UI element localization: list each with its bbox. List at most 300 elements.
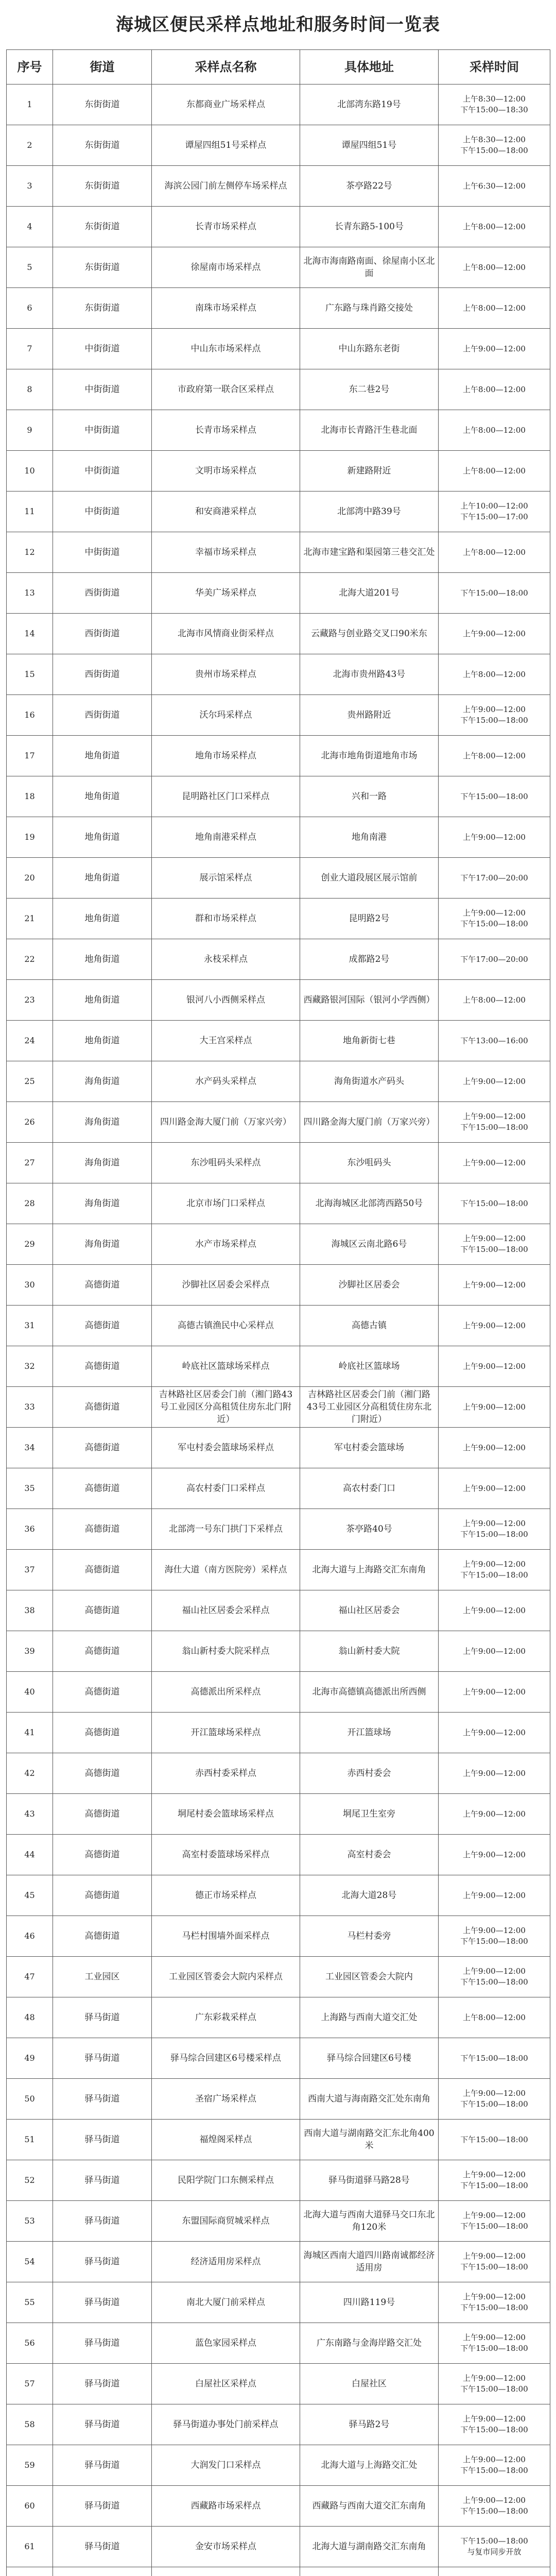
row-address: 西藏路与西南大道交汇东南角 — [300, 2486, 439, 2527]
row-address: 新建路附近 — [300, 451, 439, 492]
row-street: 地角街道 — [53, 776, 152, 817]
row-street: 高德街道 — [53, 1835, 152, 1875]
row-address: 北海大道与西南大道驿马交口东北角120米 — [300, 2201, 439, 2242]
row-site-name: 水产码头采样点 — [152, 1061, 300, 1102]
table-row — [7, 1875, 550, 1916]
row-site-name: 开江篮球场采样点 — [152, 1713, 300, 1753]
row-street: 驿马街道 — [53, 2160, 152, 2201]
row-site-name: 沙脚社区居委会采样点 — [152, 1265, 300, 1306]
row-time: 下午15:00—18:00 — [439, 1183, 550, 1224]
row-time: 上午9:00—12:00 — [439, 1672, 550, 1713]
row-address: 北海大道与上海路交汇东南角 — [300, 1550, 439, 1590]
row-time: 上午9:00—12:00 — [439, 1590, 550, 1631]
row-street: 海角街道 — [53, 1061, 152, 1102]
row-street: 驿马街道 — [53, 2527, 152, 2567]
row-street: 地角街道 — [53, 939, 152, 980]
table-row — [7, 1997, 550, 2038]
row-time: 上午8:00—12:00 — [439, 980, 550, 1021]
row-address: 兴和一路 — [300, 776, 439, 817]
row-index: 19 — [7, 817, 53, 858]
row-address: 中山东路东老街 — [300, 329, 439, 369]
row-time: 上午9:00—12:00 下午15:00—18:00 — [439, 2242, 550, 2282]
row-address: 北海大道201号 — [300, 573, 439, 614]
row-index: 1 — [7, 84, 53, 125]
table-row — [7, 2120, 550, 2160]
row-time: 上午9:00—12:00 下午15:00—18:00 — [439, 1550, 550, 1590]
row-index: 26 — [7, 1102, 53, 1143]
row-time: 上午8:00—12:00 — [439, 532, 550, 573]
row-address: 茶亭路40号 — [300, 1509, 439, 1550]
row-index: 15 — [7, 654, 53, 695]
row-time: 上午10:00—12:00 下午15:00—17:00 — [439, 492, 550, 532]
row-street: 东街街道 — [53, 166, 152, 207]
row-site-name: 马栏村围墙外面采样点 — [152, 1916, 300, 1957]
row-address: 马栏村委旁 — [300, 1916, 439, 1957]
row-street: 东街街道 — [53, 247, 152, 288]
row-site-name: 白屋社区采样点 — [152, 2364, 300, 2404]
row-time: 上午9:00—12:00 — [439, 1143, 550, 1183]
row-time: 上午9:00—12:00 — [439, 1835, 550, 1875]
row-site-name: 广东彩栽采样点 — [152, 1997, 300, 2038]
row-time: 上午8:00—12:00 — [439, 410, 550, 451]
table-row — [7, 1224, 550, 1265]
row-index: 20 — [7, 858, 53, 899]
row-time: 上午9:00—12:00 — [439, 1875, 550, 1916]
table-row — [7, 1835, 550, 1875]
row-time: 上午8:00—12:00 — [439, 288, 550, 329]
row-time: 上午9:00—12:00 下午15:00—18:00 — [439, 2364, 550, 2404]
row-index: 46 — [7, 1916, 53, 1957]
row-time: 下午17:00—20:00 — [439, 858, 550, 899]
row-street: 高德街道 — [53, 1753, 152, 1794]
table-body — [7, 84, 550, 2576]
table-row — [7, 2160, 550, 2201]
header-time: 采样时间 — [439, 50, 550, 84]
row-street: 高德街道 — [53, 1794, 152, 1835]
row-site-name: 水产市场采样点 — [152, 1224, 300, 1265]
row-index: 31 — [7, 1306, 53, 1346]
row-address: 四川路119号 — [300, 2282, 439, 2323]
row-street — [53, 2567, 152, 2576]
row-site-name — [152, 2567, 300, 2576]
row-site-name: 工业园区管委会大院内采样点 — [152, 1957, 300, 1997]
row-time: 上午9:00—12:00 — [439, 1306, 550, 1346]
row-address: 云藏路与创业路交叉口90米东 — [300, 614, 439, 654]
table-row — [7, 2445, 550, 2486]
row-index: 52 — [7, 2160, 53, 2201]
row-time: 上午9:00—12:00 下午15:00—18:00 — [439, 1102, 550, 1143]
table-row — [7, 532, 550, 573]
row-index: 12 — [7, 532, 53, 573]
row-address: 海角街道水产码头 — [300, 1061, 439, 1102]
row-address: 昆明路2号 — [300, 899, 439, 939]
table-row — [7, 1916, 550, 1957]
row-site-name: 北京市场门口采样点 — [152, 1183, 300, 1224]
row-index: 6 — [7, 288, 53, 329]
row-index: 50 — [7, 2079, 53, 2120]
row-street: 东街街道 — [53, 84, 152, 125]
row-index — [7, 2567, 53, 2576]
row-time: 上午9:00—12:00 — [439, 1753, 550, 1794]
row-time: 上午9:00—12:00 — [439, 1794, 550, 1835]
table-row — [7, 2567, 550, 2576]
row-street: 高德街道 — [53, 1590, 152, 1631]
row-index: 17 — [7, 736, 53, 776]
row-index: 49 — [7, 2038, 53, 2079]
row-index: 37 — [7, 1550, 53, 1590]
table-row — [7, 899, 550, 939]
table-row — [7, 2038, 550, 2079]
row-index: 60 — [7, 2486, 53, 2527]
row-address: 福山社区居委会 — [300, 1590, 439, 1631]
row-address: 西南大道与湖南路交汇东北角400米 — [300, 2120, 439, 2160]
row-site-name: 长青市场采样点 — [152, 207, 300, 247]
row-index: 24 — [7, 1021, 53, 1061]
row-site-name: 东沙咀码头采样点 — [152, 1143, 300, 1183]
row-site-name: 长青市场采样点 — [152, 410, 300, 451]
table-row — [7, 492, 550, 532]
row-index: 42 — [7, 1753, 53, 1794]
row-address: 上海路与西南大道交汇处 — [300, 1997, 439, 2038]
row-address: 开江篮球场 — [300, 1713, 439, 1753]
row-site-name: 贵州市场采样点 — [152, 654, 300, 695]
row-index: 4 — [7, 207, 53, 247]
table-row — [7, 1590, 550, 1631]
row-street: 高德街道 — [53, 1468, 152, 1509]
row-index: 13 — [7, 573, 53, 614]
row-index: 27 — [7, 1143, 53, 1183]
row-address: 北海大道28号 — [300, 1875, 439, 1916]
sampling-points-table — [6, 49, 550, 2576]
table-row — [7, 736, 550, 776]
row-street: 驿马街道 — [53, 2404, 152, 2445]
row-index: 54 — [7, 2242, 53, 2282]
table-row — [7, 1428, 550, 1468]
row-index: 40 — [7, 1672, 53, 1713]
row-time: 上午9:00—12:00 下午15:00—18:00 — [439, 2323, 550, 2364]
row-index: 61 — [7, 2527, 53, 2567]
row-address: 北部湾东路19号 — [300, 84, 439, 125]
row-index: 53 — [7, 2201, 53, 2242]
row-time — [439, 2567, 550, 2576]
row-time: 上午8:00—12:00 — [439, 654, 550, 695]
row-time: 下午17:00—20:00 — [439, 939, 550, 980]
row-street: 中街街道 — [53, 410, 152, 451]
row-index: 7 — [7, 329, 53, 369]
row-street: 驿马街道 — [53, 2079, 152, 2120]
row-index: 45 — [7, 1875, 53, 1916]
table-row — [7, 776, 550, 817]
header-index: 序号 — [7, 50, 53, 84]
row-street: 中街街道 — [53, 369, 152, 410]
table-row — [7, 1631, 550, 1672]
row-address: 茶亭路22号 — [300, 166, 439, 207]
row-address: 赤西村委会 — [300, 1753, 439, 1794]
row-time: 上午8:00—12:00 — [439, 1997, 550, 2038]
row-address: 北海大道与上海路交汇处 — [300, 2445, 439, 2486]
row-site-name: 南北大厦门前采样点 — [152, 2282, 300, 2323]
table-row — [7, 1346, 550, 1387]
row-street: 驿马街道 — [53, 2323, 152, 2364]
row-time: 上午8:30—12:00 下午15:00—18:00 — [439, 125, 550, 166]
row-time: 上午9:00—12:00 下午15:00—18:00 — [439, 2445, 550, 2486]
row-address: 海城区西南大道四川路南诚都经济适用房 — [300, 2242, 439, 2282]
row-site-name: 谭屋四组51号采样点 — [152, 125, 300, 166]
row-street: 西街街道 — [53, 654, 152, 695]
table-row — [7, 410, 550, 451]
row-site-name: 福山社区居委会采样点 — [152, 1590, 300, 1631]
row-street: 中街街道 — [53, 451, 152, 492]
row-site-name: 北部湾一号东门拱门下采样点 — [152, 1509, 300, 1550]
row-site-name: 高德古镇渔民中心采样点 — [152, 1306, 300, 1346]
row-street: 海角街道 — [53, 1224, 152, 1265]
row-address: 长青东路5-100号 — [300, 207, 439, 247]
row-time: 上午9:00—12:00 下午15:00—18:00 — [439, 695, 550, 736]
row-index: 55 — [7, 2282, 53, 2323]
row-street: 地角街道 — [53, 858, 152, 899]
row-address: 白屋社区 — [300, 2364, 439, 2404]
row-time: 上午9:00—12:00 — [439, 1346, 550, 1387]
row-index: 23 — [7, 980, 53, 1021]
row-index: 57 — [7, 2364, 53, 2404]
row-time: 上午6:30—12:00 — [439, 166, 550, 207]
row-site-name: 吉林路社区居委会门前（湘门路43号工业园区分高租赁住房东北门附近） — [152, 1387, 300, 1428]
table-row — [7, 1143, 550, 1183]
row-time: 上午9:00—12:00 下午15:00—18:00 — [439, 2160, 550, 2201]
table-row — [7, 1061, 550, 1102]
table-row — [7, 369, 550, 410]
row-site-name: 海仕大道（南方医院旁）采样点 — [152, 1550, 300, 1590]
row-street: 驿马街道 — [53, 2364, 152, 2404]
row-street: 西街街道 — [53, 614, 152, 654]
table-row — [7, 1387, 550, 1428]
row-street: 高德街道 — [53, 1428, 152, 1468]
row-site-name: 西藏路市场采样点 — [152, 2486, 300, 2527]
row-time: 上午8:00—12:00 — [439, 369, 550, 410]
row-site-name: 东盟国际商贸城采样点 — [152, 2201, 300, 2242]
row-index: 51 — [7, 2120, 53, 2160]
table-row — [7, 980, 550, 1021]
table-row — [7, 125, 550, 166]
row-street: 驿马街道 — [53, 2201, 152, 2242]
row-address: 四川路金海大厦门前（万家兴旁） — [300, 1102, 439, 1143]
row-site-name: 福煌阁采样点 — [152, 2120, 300, 2160]
row-site-name: 银河八小西侧采样点 — [152, 980, 300, 1021]
table-row — [7, 451, 550, 492]
row-street: 高德街道 — [53, 1631, 152, 1672]
row-address: 工业园区管委会大院内 — [300, 1957, 439, 1997]
row-index: 22 — [7, 939, 53, 980]
row-address: 成都路2号 — [300, 939, 439, 980]
row-street: 西街街道 — [53, 573, 152, 614]
row-address: 东沙咀码头 — [300, 1143, 439, 1183]
row-address: 海城区云南北路6号 — [300, 1224, 439, 1265]
row-address: 驿马路2号 — [300, 2404, 439, 2445]
row-time: 上午9:00—12:00 下午15:00—18:00 — [439, 2201, 550, 2242]
row-index: 34 — [7, 1428, 53, 1468]
row-street: 中街街道 — [53, 329, 152, 369]
row-street: 中街街道 — [53, 492, 152, 532]
table-row — [7, 1468, 550, 1509]
row-index: 39 — [7, 1631, 53, 1672]
row-site-name: 驿马综合回建区6号楼采样点 — [152, 2038, 300, 2079]
table-row — [7, 939, 550, 980]
row-site-name: 东都商业广场采样点 — [152, 84, 300, 125]
table-row — [7, 2282, 550, 2323]
row-street: 西街街道 — [53, 695, 152, 736]
row-site-name: 军屯村委会篮球场采样点 — [152, 1428, 300, 1468]
row-time: 上午9:00—12:00 下午15:00—18:00 — [439, 1916, 550, 1957]
row-site-name: 华美广场采样点 — [152, 573, 300, 614]
header-street: 街道 — [53, 50, 152, 84]
row-time: 下午15:00—18:00 — [439, 776, 550, 817]
row-address: 贵州路附近 — [300, 695, 439, 736]
row-site-name: 沃尔玛采样点 — [152, 695, 300, 736]
row-address: 驿马街道驿马路28号 — [300, 2160, 439, 2201]
table-row — [7, 1102, 550, 1143]
table-row — [7, 2201, 550, 2242]
row-street: 工业园区 — [53, 1957, 152, 1997]
row-street: 地角街道 — [53, 980, 152, 1021]
row-address: 创业大道段展区展示馆前 — [300, 858, 439, 899]
row-index: 56 — [7, 2323, 53, 2364]
table-row — [7, 2486, 550, 2527]
row-site-name: 岭底社区篮球场采样点 — [152, 1346, 300, 1387]
row-time: 上午9:00—12:00 — [439, 1428, 550, 1468]
table-row — [7, 1265, 550, 1306]
table-row — [7, 817, 550, 858]
row-time: 上午9:00—12:00 下午15:00—18:00 — [439, 899, 550, 939]
row-address: 高室村委会 — [300, 1835, 439, 1875]
row-time: 下午13:00—16:00 — [439, 1021, 550, 1061]
table-row — [7, 2364, 550, 2404]
row-site-name: 驿马街道办事处门前采样点 — [152, 2404, 300, 2445]
table-row — [7, 1672, 550, 1713]
row-site-name: 群和市场采样点 — [152, 899, 300, 939]
row-index: 33 — [7, 1387, 53, 1428]
row-street: 驿马街道 — [53, 2445, 152, 2486]
table-row — [7, 1794, 550, 1835]
row-site-name: 蓝色家园采样点 — [152, 2323, 300, 2364]
row-time: 上午8:00—12:00 — [439, 451, 550, 492]
row-index: 47 — [7, 1957, 53, 1997]
row-address: 吉林路社区居委会门前（湘门路43号工业园区分高租赁住房东北门附近） — [300, 1387, 439, 1428]
row-address: 驿马综合回建区6号楼 — [300, 2038, 439, 2079]
row-time: 上午8:00—12:00 — [439, 207, 550, 247]
row-street: 高德街道 — [53, 1672, 152, 1713]
row-address: 北海市贵州路43号 — [300, 654, 439, 695]
row-street: 高德街道 — [53, 1916, 152, 1957]
row-site-name: 大润发门口采样点 — [152, 2445, 300, 2486]
row-street: 东街街道 — [53, 288, 152, 329]
row-address: 北海市海南路南面、徐屋南小区北面 — [300, 247, 439, 288]
row-address: 东二巷2号 — [300, 369, 439, 410]
row-street: 驿马街道 — [53, 1997, 152, 2038]
row-site-name: 南珠市场采样点 — [152, 288, 300, 329]
table-row — [7, 2242, 550, 2282]
table-row — [7, 329, 550, 369]
row-street: 地角街道 — [53, 1021, 152, 1061]
row-street: 高德街道 — [53, 1265, 152, 1306]
row-site-name: 北海市风情商业街采样点 — [152, 614, 300, 654]
table-header-row — [7, 50, 550, 84]
row-time: 上午9:00—12:00 — [439, 329, 550, 369]
row-time: 上午9:00—12:00 — [439, 1713, 550, 1753]
row-index: 58 — [7, 2404, 53, 2445]
row-index: 38 — [7, 1590, 53, 1631]
table-row — [7, 1550, 550, 1590]
row-address: 北海市建宝路和渠园第三巷交汇处 — [300, 532, 439, 573]
table-row — [7, 1753, 550, 1794]
row-site-name: 永枝采样点 — [152, 939, 300, 980]
row-index: 2 — [7, 125, 53, 166]
row-address — [300, 2567, 439, 2576]
row-site-name: 昆明路社区门口采样点 — [152, 776, 300, 817]
row-street: 高德街道 — [53, 1550, 152, 1590]
row-time: 上午9:00—12:00 下午15:00—18:00 — [439, 1509, 550, 1550]
row-site-name: 经济适用房采样点 — [152, 2242, 300, 2282]
row-address: 地角新街七巷 — [300, 1021, 439, 1061]
table-row — [7, 1509, 550, 1550]
row-index: 59 — [7, 2445, 53, 2486]
row-address: 广东路与珠肖路交接处 — [300, 288, 439, 329]
table-row — [7, 573, 550, 614]
row-address: 北海市长青路汗生巷北面 — [300, 410, 439, 451]
table-row — [7, 166, 550, 207]
row-time: 下午15:00—18:00 — [439, 2120, 550, 2160]
row-address: 军屯村委会篮球场 — [300, 1428, 439, 1468]
row-site-name: 四川路金海大厦门前（万家兴旁） — [152, 1102, 300, 1143]
row-street: 东街街道 — [53, 125, 152, 166]
row-street: 地角街道 — [53, 736, 152, 776]
row-site-name: 地角南港采样点 — [152, 817, 300, 858]
row-index: 3 — [7, 166, 53, 207]
row-address: 岭底社区篮球场 — [300, 1346, 439, 1387]
row-index: 30 — [7, 1265, 53, 1306]
row-street: 驿马街道 — [53, 2120, 152, 2160]
row-street: 驿马街道 — [53, 2242, 152, 2282]
table-row — [7, 2079, 550, 2120]
row-site-name: 赤西村委采样点 — [152, 1753, 300, 1794]
row-time: 上午9:00—12:00 — [439, 1265, 550, 1306]
table-row — [7, 247, 550, 288]
row-time: 上午9:00—12:00 下午15:00—18:00 — [439, 2079, 550, 2120]
page-title: 海城区便民采样点地址和服务时间一览表 — [116, 14, 440, 35]
row-site-name: 大王宫采样点 — [152, 1021, 300, 1061]
row-address: 北海大道与湖南路交汇东南角 — [300, 2527, 439, 2567]
row-street: 高德街道 — [53, 1713, 152, 1753]
row-street: 高德街道 — [53, 1346, 152, 1387]
row-time: 上午9:00—12:00 下午15:00—18:00 — [439, 2486, 550, 2527]
row-street: 驿马街道 — [53, 2282, 152, 2323]
row-index: 25 — [7, 1061, 53, 1102]
row-time: 上午8:30—12:00 下午15:00—18:30 — [439, 84, 550, 125]
row-site-name: 和安商港采样点 — [152, 492, 300, 532]
row-street: 驿马街道 — [53, 2486, 152, 2527]
row-street: 海角街道 — [53, 1143, 152, 1183]
table-row — [7, 2323, 550, 2364]
row-index: 41 — [7, 1713, 53, 1753]
table-row — [7, 1021, 550, 1061]
row-address: 北海市高德镇高德派出所西侧 — [300, 1672, 439, 1713]
header-site-name: 采样点名称 — [152, 50, 300, 84]
row-site-name: 翁山新村委大院采样点 — [152, 1631, 300, 1672]
row-site-name: 海滨公园门前左侧停车场采样点 — [152, 166, 300, 207]
row-address: 垌尾卫生室旁 — [300, 1794, 439, 1835]
table-row — [7, 2527, 550, 2567]
row-site-name: 徐屋南市场采样点 — [152, 247, 300, 288]
row-time: 上午8:00—12:00 — [439, 247, 550, 288]
